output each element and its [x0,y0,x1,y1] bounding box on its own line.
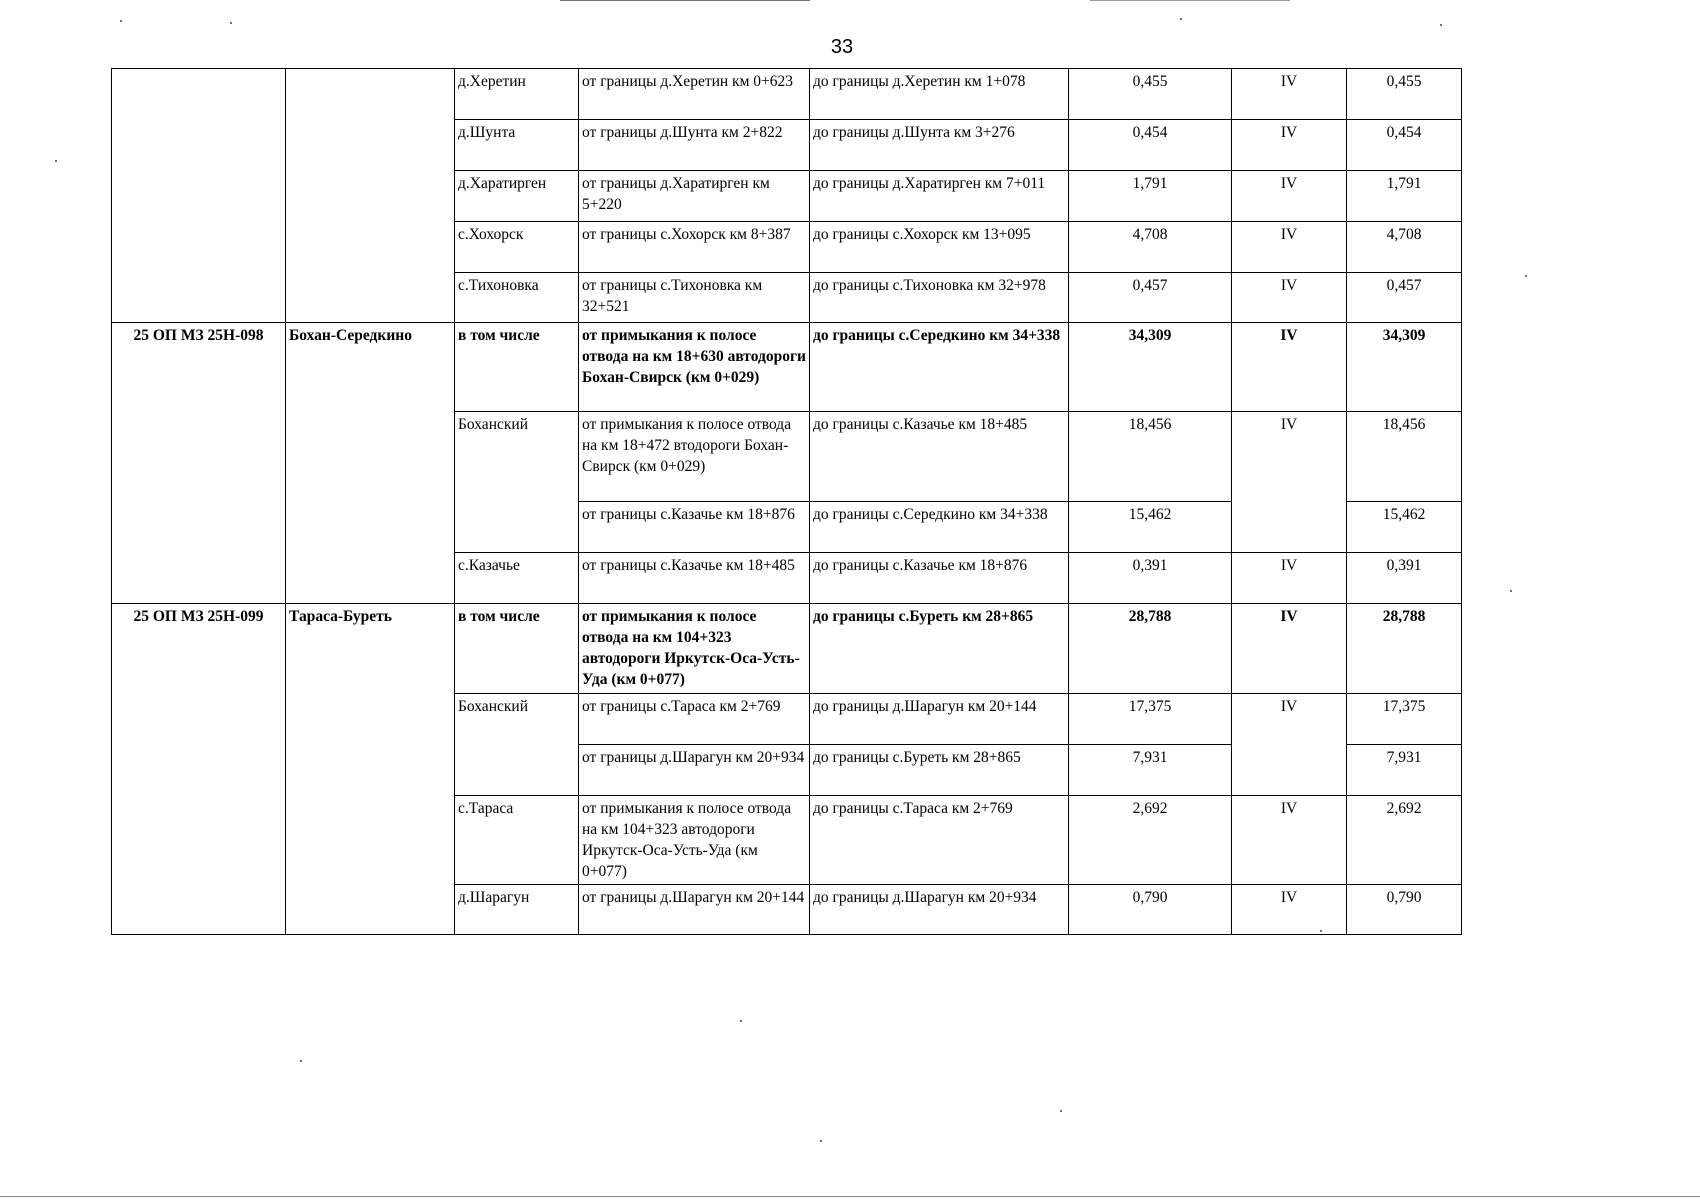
settlement-cell: д.Херетин [455,69,579,120]
total-cell: 18,456 [1347,412,1462,502]
length-cell: 17,375 [1069,694,1232,745]
to-cell: до границы с.Хохорск км 13+095 [810,222,1069,273]
scan-speck [820,1140,822,1142]
road-code-cell: 25 ОП МЗ 25Н-098 [112,323,286,604]
scan-edge-line [560,0,810,1]
length-cell: 15,462 [1069,502,1232,553]
total-cell: 2,692 [1347,796,1462,885]
total-cell: 17,375 [1347,694,1462,745]
to-cell: до границы с.Казачье км 18+876 [810,553,1069,604]
to-cell: до границы д.Шунта км 3+276 [810,120,1069,171]
from-cell: от примыкания к полосе отвода на км 18+630 автодороги Бохан-Свирск (км 0+029) [579,323,810,412]
category-cell: IV [1232,69,1347,120]
to-cell: до границы с.Тихоновка км 32+978 [810,273,1069,323]
total-cell: 0,790 [1347,885,1462,935]
from-cell: от границы д.Шунта км 2+822 [579,120,810,171]
length-cell: 7,931 [1069,745,1232,796]
scan-speck [1525,275,1527,277]
category-cell: IV [1232,273,1347,323]
road-name-cell: Бохан-Середкино [286,323,455,604]
length-cell: 0,454 [1069,120,1232,171]
roads-table [111,68,1462,935]
to-cell: до границы с.Буреть км 28+865 [810,604,1069,694]
settlement-cell: д.Шарагун [455,885,579,935]
settlement-cell: с.Тихоновка [455,273,579,323]
category-cell: IV [1232,120,1347,171]
settlement-cell: с.Казачье [455,553,579,604]
scan-speck [300,1060,302,1062]
category-cell: IV [1232,412,1347,553]
scan-speck [1180,18,1182,20]
to-cell: до границы с.Тараса км 2+769 [810,796,1069,885]
to-cell: до границы д.Шарагун км 20+934 [810,885,1069,935]
settlement-cell: д.Харатирген [455,171,579,222]
road-name-cell [286,69,455,323]
settlement-cell: Боханский [455,694,579,796]
settlement-cell: д.Шунта [455,120,579,171]
settlement-cell: в том числе [455,323,579,412]
road-code-cell [112,69,286,323]
from-cell: от границы д.Шарагун км 20+144 [579,885,810,935]
length-cell: 1,791 [1069,171,1232,222]
page-number: 33 [830,36,854,58]
from-cell: от границы д.Харатирген км 5+220 [579,171,810,222]
scan-edge-line [1090,0,1290,1]
from-cell: от границы с.Тихоновка км 32+521 [579,273,810,323]
table-row [112,69,1462,120]
category-cell: IV [1232,694,1347,796]
from-cell: от границы д.Шарагун км 20+934 [579,745,810,796]
length-cell: 4,708 [1069,222,1232,273]
from-cell: от границы с.Казачье км 18+876 [579,502,810,553]
total-cell: 0,391 [1347,553,1462,604]
scan-speck [740,1020,742,1022]
settlement-cell: Боханский [455,412,579,553]
total-cell: 15,462 [1347,502,1462,553]
to-cell: до границы с.Буреть км 28+865 [810,745,1069,796]
category-cell: IV [1232,171,1347,222]
length-cell: 0,457 [1069,273,1232,323]
scan-speck [1320,930,1322,932]
settlement-cell: в том числе [455,604,579,694]
total-cell: 7,931 [1347,745,1462,796]
length-cell: 28,788 [1069,604,1232,694]
to-cell: до границы с.Казачье км 18+485 [810,412,1069,502]
settlement-cell: с.Хохорск [455,222,579,273]
length-cell: 2,692 [1069,796,1232,885]
from-cell: от границы с.Хохорск км 8+387 [579,222,810,273]
settlement-cell: с.Тараса [455,796,579,885]
road-name-cell: Тараса-Буреть [286,604,455,935]
scan-speck [1440,24,1442,26]
to-cell: до границы д.Херетин км 1+078 [810,69,1069,120]
category-cell: IV [1232,222,1347,273]
to-cell: до границы д.Харатирген км 7+011 [810,171,1069,222]
scan-speck [230,22,232,24]
category-cell: IV [1232,323,1347,412]
road-code-cell: 25 ОП МЗ 25Н-099 [112,604,286,935]
scan-speck [1060,1110,1062,1112]
from-cell: от примыкания к полосе отвода на км 104+323 автодороги Иркутск-Оса-Усть-Уда (км 0+077) [579,604,810,694]
category-cell: IV [1232,796,1347,885]
from-cell: от границы с.Тараса км 2+769 [579,694,810,745]
from-cell: от примыкания к полосе отвода на км 18+472 втодороги Бохан-Свирск (км 0+029) [579,412,810,502]
from-cell: от границы с.Казачье км 18+485 [579,553,810,604]
total-cell: 4,708 [1347,222,1462,273]
total-cell: 28,788 [1347,604,1462,694]
length-cell: 34,309 [1069,323,1232,412]
length-cell: 0,790 [1069,885,1232,935]
to-cell: до границы с.Середкино км 34+338 [810,502,1069,553]
total-cell: 34,309 [1347,323,1462,412]
to-cell: до границы д.Шарагун км 20+144 [810,694,1069,745]
category-cell: IV [1232,885,1347,935]
scan-speck [120,20,122,22]
total-cell: 0,454 [1347,120,1462,171]
table-row [112,604,1462,694]
total-cell: 0,455 [1347,69,1462,120]
scan-edge-line [0,1196,1700,1197]
length-cell: 0,455 [1069,69,1232,120]
from-cell: от границы д.Херетин км 0+623 [579,69,810,120]
scan-speck [55,160,57,162]
total-cell: 1,791 [1347,171,1462,222]
total-cell: 0,457 [1347,273,1462,323]
table-row [112,323,1462,412]
to-cell: до границы с.Середкино км 34+338 [810,323,1069,412]
from-cell: от примыкания к полосе отвода на км 104+323 автодороги Иркутск-Оса-Усть-Уда (км 0+077) [579,796,810,885]
category-cell: IV [1232,553,1347,604]
length-cell: 0,391 [1069,553,1232,604]
category-cell: IV [1232,604,1347,694]
scan-speck [1510,590,1512,592]
length-cell: 18,456 [1069,412,1232,502]
